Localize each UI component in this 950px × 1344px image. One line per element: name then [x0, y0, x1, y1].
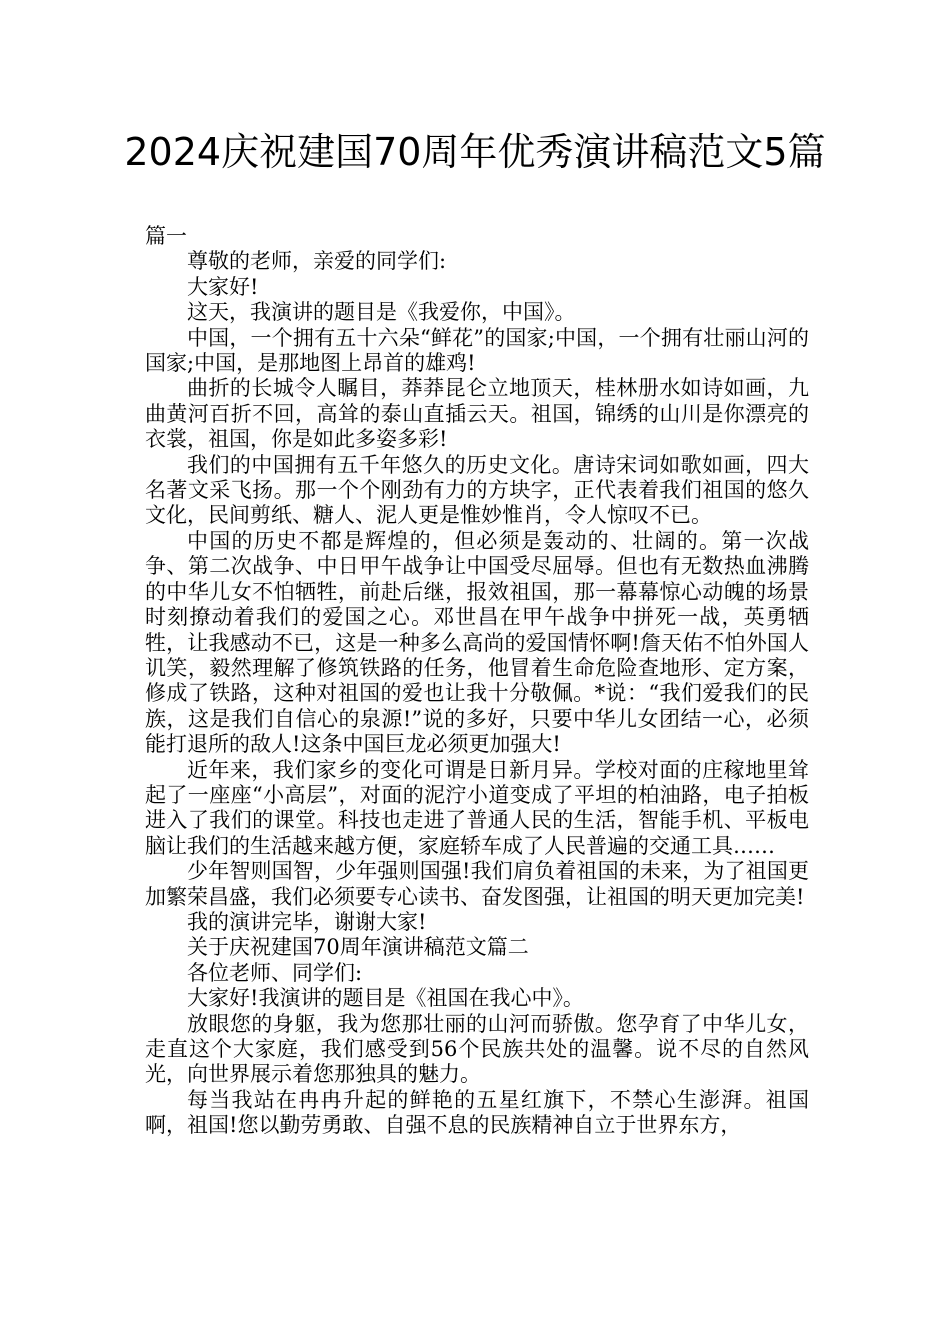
- paragraph: 近年来，我们家乡的变化可谓是日新月异。学校对面的庄稼地里耸起了一座座“小高层”，对面的泥泞小道变成了平坦的柏油路，电子拍板进入了我们的课堂。科技也走进了普通人民的生活，智能手机、平板电脑让我们的生活越来越方便，家庭轿车成了人民普遍的交通工具……: [145, 757, 809, 858]
- paragraph: 我的演讲完毕，谢谢大家!: [187, 909, 427, 934]
- section-heading: 关于庆祝建国70周年演讲稿范文篇二: [187, 935, 529, 960]
- paragraph: 中国的历史不都是辉煌的，但必须是轰动的、壮阔的。第一次战争、第二次战争、中日甲午战争让中国受尽屈辱。但也有无数热血沸腾的中华儿女不怕牺牲，前赴后继，报效祖国，那一幕幕惊心动魄的场景时刻撩动着我们的爱国之心。邓世昌在甲午战争中拼死一战，英勇牺牲，让我感动不已，这是一种多么高尚的爱国情怀啊!詹天佑不怕外国人讥笑，毅然理解了修筑铁路的任务，他冒着生命危险查地形、定方案，修成了铁路，这种对祖国的爱也让我十分敬佩。*说：“我们爱我们的民族，这是我们自信心的泉源!”说的多好，只要中华儿女团结一心，必须能打退所的敌人!这条中国巨龙必须更加强大!: [145, 528, 809, 757]
- document-body: [145, 224, 809, 1139]
- paragraph: 这天，我演讲的题目是《我爱你，中国》。: [187, 300, 576, 325]
- paragraph: 大家好!: [187, 274, 259, 299]
- paragraph: 大家好!我演讲的题目是《祖国在我心中》。: [187, 986, 584, 1011]
- paragraph: 我们的中国拥有五千年悠久的历史文化。唐诗宋词如歌如画，四大名著文采飞扬。那一个个刚劲有力的方块字，正代表着我们祖国的悠久文化，民间剪纸、糖人、泥人更是惟妙惟肖，令人惊叹不已。: [145, 452, 809, 528]
- paragraph: 尊敬的老师，亲爱的同学们:: [187, 249, 447, 274]
- paragraph: 中国，一个拥有五十六朵“鲜花”的国家;中国，一个拥有壮丽山河的国家;中国，是那地图上昂首的雄鸡!: [145, 325, 809, 376]
- paragraph: 少年智则国智，少年强则国强!我们肩负着祖国的未来，为了祖国更加繁荣昌盛，我们必须要专心读书、奋发图强，让祖国的明天更加完美!: [145, 859, 809, 909]
- paragraph: 各位老师、同学们:: [187, 960, 363, 985]
- document-title: 2024庆祝建国70周年优秀演讲稿范文5篇: [124, 130, 826, 174]
- paragraph: 放眼您的身躯，我为您那壮丽的山河而骄傲。您孕育了中华儿女，走直这个大家庭，我们感受到56个民族共处的温馨。说不尽的自然风光，向世界展示着您那独具的魅力。: [145, 1011, 809, 1087]
- paragraph: 每当我站在冉冉升起的鲜艳的五星红旗下，不禁心生澎湃。祖国啊，祖国!您以勤劳勇敢、自强不息的民族精神自立于世界东方，: [145, 1087, 809, 1138]
- section-label: 篇一: [145, 224, 187, 248]
- paragraph: 曲折的长城令人瞩目，莽莽昆仑立地顶天，桂林册水如诗如画，九曲黄河百折不回，高耸的泰山直插云天。祖国，锦绣的山川是你漂亮的衣裳，祖国，你是如此多姿多彩!: [145, 376, 809, 452]
